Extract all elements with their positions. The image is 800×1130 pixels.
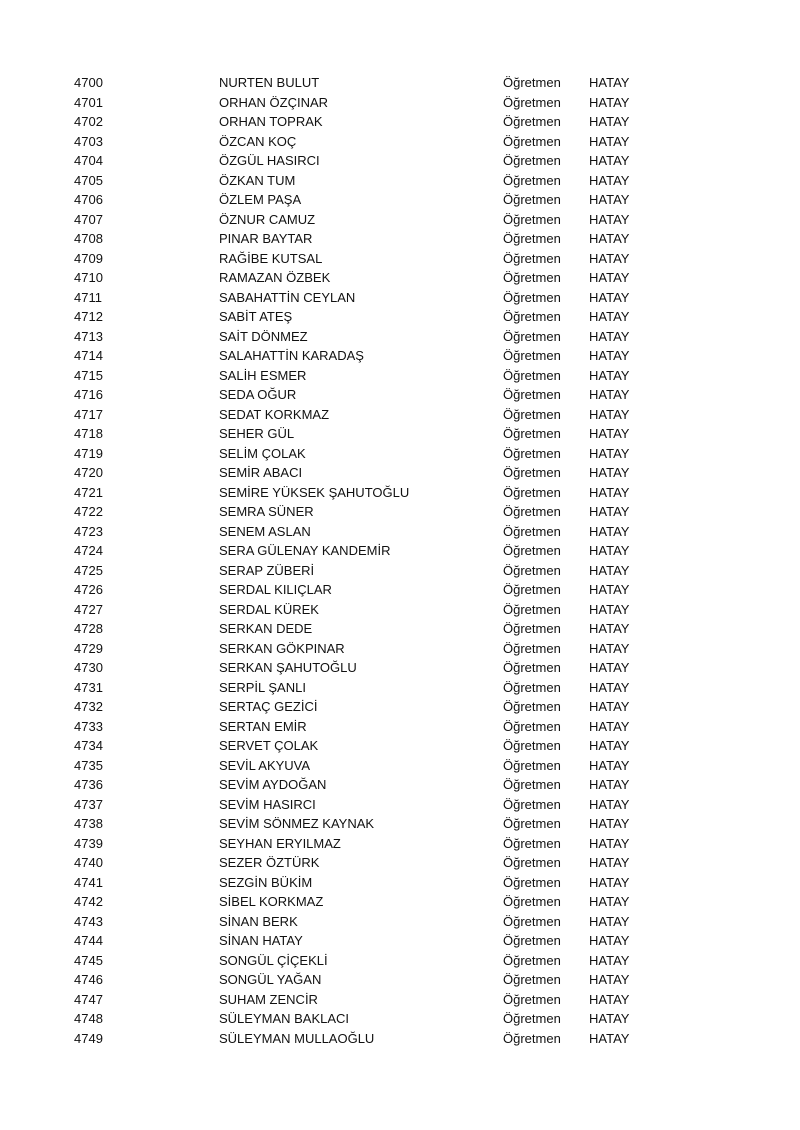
row-role: Öğretmen [503,192,561,207]
row-role: Öğretmen [503,484,561,500]
row-name: SİNAN HATAY [219,933,303,948]
row-number: 4734 [74,738,103,753]
row-number: 4743 [74,913,103,929]
table-row [0,931,800,951]
table-row [0,561,800,581]
row-name: SERDAL KÜREK [219,601,319,617]
table-row [0,658,800,678]
table-row [0,502,800,522]
row-city: HATAY [589,387,630,402]
row-city: HATAY [589,1030,630,1046]
row-number: 4707 [74,211,103,227]
row-number: 4703 [74,133,103,149]
row-city: HATAY [589,933,630,948]
row-role: Öğretmen [503,309,561,324]
row-role: Öğretmen [503,757,561,773]
table-row [0,600,800,620]
table-row [0,873,800,893]
table-row [0,327,800,347]
row-city: HATAY [589,660,630,675]
row-name: SABAHATTİN CEYLAN [219,289,356,305]
row-role: Öğretmen [503,367,561,383]
row-number: 4749 [74,1030,103,1046]
row-name: SEDA OĞUR [219,387,297,402]
row-name: NURTEN BULUT [219,75,320,90]
row-city: HATAY [589,952,630,968]
table-row [0,522,800,542]
row-number: 4711 [74,289,102,305]
row-name: SERPİL ŞANLI [219,679,306,695]
table-row [0,483,800,503]
row-number: 4720 [74,465,103,480]
row-name: SEYHAN ERYILMAZ [219,835,341,851]
row-city: HATAY [589,913,630,929]
row-role: Öğretmen [503,718,561,734]
table-row [0,405,800,425]
row-city: HATAY [589,679,630,695]
row-number: 4724 [74,543,103,558]
row-name: SERKAN GÖKPINAR [219,640,345,656]
table-row [0,678,800,698]
row-city: HATAY [589,445,630,461]
table-row [0,346,800,366]
row-role: Öğretmen [503,933,561,948]
row-city: HATAY [589,699,630,714]
row-name: PINAR BAYTAR [219,231,313,246]
table-row [0,424,800,444]
row-city: HATAY [589,172,630,188]
table-row [0,444,800,464]
row-role: Öğretmen [503,640,561,656]
row-name: SAİT DÖNMEZ [219,328,308,344]
row-number: 4735 [74,757,103,773]
row-number: 4732 [74,699,103,714]
table-row [0,951,800,971]
row-role: Öğretmen [503,172,561,188]
row-city: HATAY [589,504,630,519]
row-role: Öğretmen [503,504,561,519]
row-name: SERTAÇ GEZİCİ [219,699,318,714]
row-city: HATAY [589,543,630,558]
row-name: ÖZLEM PAŞA [219,192,302,207]
row-role: Öğretmen [503,777,561,792]
row-name: SERAP ZÜBERİ [219,562,315,578]
row-city: HATAY [589,133,630,149]
personnel-table [0,73,800,1048]
row-city: HATAY [589,582,630,597]
row-city: HATAY [589,777,630,792]
row-role: Öğretmen [503,874,561,890]
row-role: Öğretmen [503,1030,561,1046]
row-name: SİBEL KORKMAZ [219,894,324,909]
table-row [0,912,800,932]
table-row [0,73,800,93]
row-city: HATAY [589,426,630,441]
row-number: 4702 [74,114,103,129]
row-number: 4706 [74,192,103,207]
row-role: Öğretmen [503,270,561,285]
table-row [0,990,800,1010]
row-city: HATAY [589,1011,630,1026]
table-row [0,853,800,873]
row-city: HATAY [589,75,630,90]
row-role: Öğretmen [503,231,561,246]
row-city: HATAY [589,621,630,636]
table-row [0,385,800,405]
row-city: HATAY [589,601,630,617]
row-city: HATAY [589,192,630,207]
row-number: 4742 [74,894,103,909]
row-role: Öğretmen [503,465,561,480]
row-city: HATAY [589,855,630,870]
row-role: Öğretmen [503,114,561,129]
table-row [0,268,800,288]
row-role: Öğretmen [503,972,561,987]
row-role: Öğretmen [503,348,561,363]
row-name: SEVİM AYDOĞAN [219,777,327,792]
row-name: SERTAN EMİR [219,718,307,734]
row-name: ÖZCAN KOÇ [219,133,297,149]
row-number: 4741 [74,874,103,890]
row-role: Öğretmen [503,621,561,636]
table-row [0,541,800,561]
table-row [0,795,800,815]
row-number: 4716 [74,387,103,402]
row-name: SUHAM ZENCİR [219,991,318,1007]
row-name: SEDAT KORKMAZ [219,406,330,422]
row-number: 4738 [74,816,103,831]
row-name: SALAHATTİN KARADAŞ [219,348,364,363]
row-name: SERKAN DEDE [219,621,313,636]
row-number: 4704 [74,153,103,168]
row-number: 4727 [74,601,103,617]
table-row [0,619,800,639]
row-number: 4745 [74,952,103,968]
row-name: SONGÜL ÇİÇEKLİ [219,952,328,968]
row-number: 4737 [74,796,103,812]
table-row [0,775,800,795]
row-role: Öğretmen [503,445,561,461]
row-number: 4730 [74,660,103,675]
row-name: SÜLEYMAN MULLAOĞLU [219,1030,375,1046]
table-row [0,366,800,386]
row-role: Öğretmen [503,75,561,90]
row-name: SEVİM SÖNMEZ KAYNAK [219,816,375,831]
row-number: 4748 [74,1011,103,1026]
row-city: HATAY [589,991,630,1007]
row-name: ORHAN ÖZÇINAR [219,94,329,110]
table-row [0,229,800,249]
table-row [0,132,800,152]
table-row [0,697,800,717]
row-city: HATAY [589,894,630,909]
row-name: ORHAN TOPRAK [219,114,323,129]
row-name: SERA GÜLENAY KANDEMİR [219,543,391,558]
row-city: HATAY [589,484,630,500]
table-row [0,463,800,483]
row-number: 4740 [74,855,103,870]
row-number: 4714 [74,348,103,363]
row-role: Öğretmen [503,523,561,539]
row-city: HATAY [589,289,630,305]
row-role: Öğretmen [503,855,561,870]
row-number: 4715 [74,367,103,383]
row-role: Öğretmen [503,289,561,305]
row-name: SEZER ÖZTÜRK [219,855,320,870]
table-row [0,756,800,776]
row-number: 4708 [74,231,103,246]
row-role: Öğretmen [503,738,561,753]
row-name: SEMRA SÜNER [219,504,314,519]
row-role: Öğretmen [503,94,561,110]
row-city: HATAY [589,328,630,344]
table-row [0,112,800,132]
row-name: SELİM ÇOLAK [219,445,306,461]
row-number: 4719 [74,445,103,461]
row-name: SERDAL KILIÇLAR [219,582,332,597]
row-name: SİNAN BERK [219,913,298,929]
row-number: 4709 [74,250,103,266]
row-role: Öğretmen [503,387,561,402]
row-number: 4723 [74,523,103,539]
row-name: SALİH ESMER [219,367,307,383]
row-name: SEVİL AKYUVA [219,757,311,773]
row-city: HATAY [589,211,630,227]
row-role: Öğretmen [503,894,561,909]
row-name: SERKAN ŞAHUTOĞLU [219,660,357,675]
row-role: Öğretmen [503,816,561,831]
row-role: Öğretmen [503,406,561,422]
row-number: 4739 [74,835,103,851]
row-role: Öğretmen [503,679,561,695]
row-city: HATAY [589,816,630,831]
row-number: 4746 [74,972,103,987]
table-row [0,151,800,171]
row-city: HATAY [589,640,630,656]
row-role: Öğretmen [503,991,561,1007]
row-number: 4728 [74,621,103,636]
table-row [0,190,800,210]
row-city: HATAY [589,348,630,363]
row-city: HATAY [589,153,630,168]
table-row [0,210,800,230]
row-city: HATAY [589,874,630,890]
row-number: 4729 [74,640,103,656]
table-row [0,639,800,659]
table-row [0,288,800,308]
row-role: Öğretmen [503,153,561,168]
row-role: Öğretmen [503,582,561,597]
row-number: 4725 [74,562,103,578]
row-role: Öğretmen [503,796,561,812]
row-name: SEVİM HASIRCI [219,796,316,812]
row-number: 4717 [74,406,103,422]
table-row [0,736,800,756]
row-number: 4705 [74,172,103,188]
row-city: HATAY [589,231,630,246]
row-name: ÖZKAN TUM [219,172,296,188]
row-name: SENEM ASLAN [219,523,311,539]
table-row [0,307,800,327]
row-name: ÖZGÜL HASIRCI [219,153,320,168]
row-role: Öğretmen [503,913,561,929]
table-row [0,892,800,912]
row-number: 4726 [74,582,103,597]
table-row [0,814,800,834]
row-name: SEMİRE YÜKSEK ŞAHUTOĞLU [219,484,410,500]
row-city: HATAY [589,796,630,812]
row-number: 4731 [74,679,103,695]
row-role: Öğretmen [503,250,561,266]
row-role: Öğretmen [503,835,561,851]
row-role: Öğretmen [503,952,561,968]
row-city: HATAY [589,972,630,987]
row-role: Öğretmen [503,660,561,675]
row-name: ÖZNUR CAMUZ [219,211,316,227]
row-role: Öğretmen [503,601,561,617]
row-city: HATAY [589,270,630,285]
row-name: SABİT ATEŞ [219,309,293,324]
row-name: SEZGİN BÜKİM [219,874,313,890]
row-role: Öğretmen [503,133,561,149]
row-city: HATAY [589,562,630,578]
row-number: 4736 [74,777,103,792]
row-role: Öğretmen [503,328,561,344]
table-row [0,1009,800,1029]
row-city: HATAY [589,835,630,851]
row-role: Öğretmen [503,426,561,441]
row-city: HATAY [589,523,630,539]
row-number: 4747 [74,991,103,1007]
row-name: RAĞİBE KUTSAL [219,250,323,266]
row-city: HATAY [589,309,630,324]
row-city: HATAY [589,250,630,266]
row-name: SONGÜL YAĞAN [219,972,322,987]
table-row [0,970,800,990]
table-row [0,717,800,737]
row-name: SERVET ÇOLAK [219,738,319,753]
row-number: 4733 [74,718,103,734]
row-number: 4722 [74,504,103,519]
row-role: Öğretmen [503,699,561,714]
row-name: SEMİR ABACI [219,465,303,480]
row-name: SEHER GÜL [219,426,295,441]
row-city: HATAY [589,757,630,773]
row-city: HATAY [589,114,630,129]
row-city: HATAY [589,367,630,383]
row-number: 4718 [74,426,103,441]
row-city: HATAY [589,718,630,734]
row-name: SÜLEYMAN BAKLACI [219,1011,350,1026]
table-row [0,93,800,113]
row-number: 4710 [74,270,103,285]
row-number: 4701 [74,94,103,110]
row-number: 4721 [74,484,103,500]
row-number: 4744 [74,933,103,948]
table-row [0,171,800,191]
row-number: 4713 [74,328,103,344]
row-role: Öğretmen [503,543,561,558]
row-role: Öğretmen [503,211,561,227]
table-row [0,1029,800,1049]
row-city: HATAY [589,94,630,110]
table-row [0,580,800,600]
table-row [0,834,800,854]
row-number: 4700 [74,75,103,90]
row-number: 4712 [74,309,103,324]
row-role: Öğretmen [503,562,561,578]
row-city: HATAY [589,738,630,753]
table-row [0,249,800,269]
row-name: RAMAZAN ÖZBEK [219,270,331,285]
row-role: Öğretmen [503,1011,561,1026]
row-city: HATAY [589,465,630,480]
row-city: HATAY [589,406,630,422]
